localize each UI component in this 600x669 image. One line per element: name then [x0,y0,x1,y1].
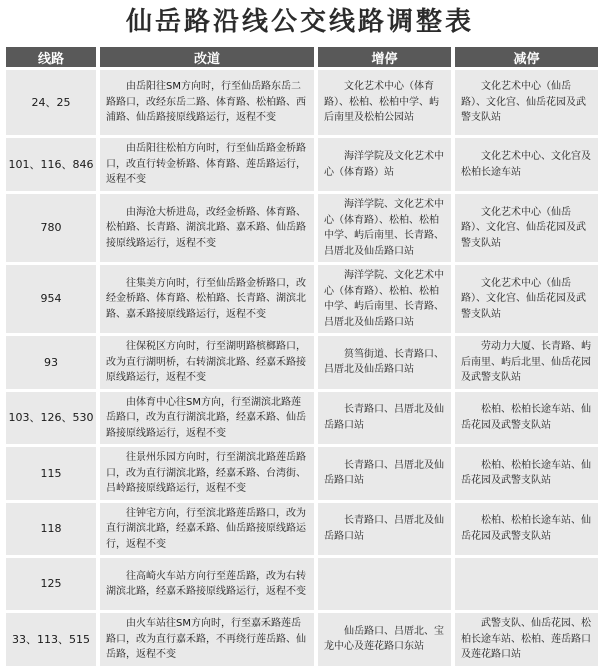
route-cell: 954 [6,265,96,333]
add-stops-cell: 长青路口、吕厝北及仙岳路口站 [318,503,451,556]
remove-stops-cell: 松柏、松柏长途车站、仙岳花园及武警支队站 [455,503,598,556]
add-stops-cell: 海洋学院、文化艺术中心（体育路）、松柏、松柏中学、屿后南里、长青路、吕厝北及仙岳路口站 [318,265,451,333]
remove-stops-cell: 劳动力大厦、长青路、屿后南里、屿后北里、仙岳花园及武警支队站 [455,336,598,389]
header-change: 改道 [100,47,314,67]
route-cell: 24、25 [6,70,96,135]
change-cell: 由体育中心往SM方向，行至湖滨北路莲岳路口，改为直行湖滨北路，经嘉禾路、仙岳路接原线路运行，返程不变 [100,392,314,445]
route-cell: 93 [6,336,96,389]
table-row [6,558,598,610]
route-cell: 125 [6,558,96,610]
change-cell: 由海沧大桥进岛，改经金桥路、体育路、松柏路、长青路、湖滨北路、嘉禾路、仙岳路接原线路运行，返程不变 [100,194,314,262]
page-title: 仙岳路沿线公交线路调整表 [125,7,474,37]
remove-stops-cell: 文化艺术中心、文化宫及松柏长途车站 [455,138,598,191]
remove-stops-cell [455,558,598,610]
add-stops-cell: 长青路口、吕厝北及仙岳路口站 [318,392,451,445]
route-cell: 118 [6,503,96,556]
remove-stops-cell: 文化艺术中心（仙岳路）、文化宫、仙岳花园及武警支队站 [455,70,598,135]
table-row [6,392,598,445]
table-row [6,503,598,556]
route-cell: 103、126、530 [6,392,96,445]
add-stops-cell: 海洋学院、文化艺术中心（体育路）、松柏、松柏中学、屿后南里、长青路、吕厝北及仙岳路口站 [318,194,451,262]
table-row [6,336,598,389]
add-stops-cell: 仙岳路口、吕厝北、宝龙中心及莲花路口东站 [318,613,451,666]
remove-stops-cell: 文化艺术中心（仙岳路）、文化宫、仙岳花园及武警支队站 [455,265,598,333]
header-route: 线路 [6,47,96,67]
route-cell: 115 [6,447,96,500]
remove-stops-cell: 松柏、松柏长途车站、仙岳花园及武警支队站 [455,392,598,445]
change-cell: 往景州乐园方向时，行至湖滨北路莲岳路口，改为直行湖滨北路，经嘉禾路、台湾街、吕岭路接原线路运行，返程不变 [100,447,314,500]
route-cell: 101、116、846 [6,138,96,191]
change-cell: 往集美方向时，行至仙岳路金桥路口，改经金桥路、体育路、松柏路、长青路、湖滨北路、嘉禾路接原线路运行，返程不变 [100,265,314,333]
remove-stops-cell: 松柏、松柏长途车站、仙岳花园及武警支队站 [455,447,598,500]
change-cell: 往钟宅方向，行至滨北路莲岳路口，改为直行湖滨北路，经嘉禾路、仙岳路接原线路运行，返程不变 [100,503,314,556]
add-stops-cell: 长青路口、吕厝北及仙岳路口站 [318,447,451,500]
change-cell: 由火车站往SM方向时，行至嘉禾路莲岳路口，改为直行嘉禾路，不再绕行莲岳路、仙岳路，返程不变 [100,613,314,666]
route-adjustment-table [2,44,600,669]
table-row [6,265,598,333]
remove-stops-cell: 武警支队、仙岳花园、松柏长途车站、松柏、莲岳路口及莲花路口站 [455,613,598,666]
remove-stops-cell: 文化艺术中心（仙岳路）、文化宫、仙岳花园及武警支队站 [455,194,598,262]
add-stops-cell [318,558,451,610]
add-stops-cell: 海洋学院及文化艺术中心（体育路）站 [318,138,451,191]
change-cell: 由岳阳往SM方向时，行至仙岳路东岳二路路口，改经东岳二路、体育路、松柏路、西浦路、仙岳路接原线路运行，返程不变 [100,70,314,135]
change-cell: 往保税区方向时，行至湖明路槟榔路口，改为直行湖明桥，右转湖滨北路、经嘉禾路接原线路运行，返程不变 [100,336,314,389]
table-header-row [6,47,598,67]
add-stops-cell: 筼筜街道、长青路口、吕厝北及仙岳路口站 [318,336,451,389]
header-add: 增停 [318,47,451,67]
add-stops-cell: 文化艺术中心（体育路）、松柏、松柏中学、屿后南里及松柏公园站 [318,70,451,135]
route-cell: 780 [6,194,96,262]
table-row [6,613,598,666]
change-cell: 往高崎火车站方向行至莲岳路，改为右转湖滨北路，经嘉禾路接原线路运行，返程不变 [100,558,314,610]
route-cell: 33、113、515 [6,613,96,666]
table-row [6,138,598,191]
table-row [6,194,598,262]
table-row [6,70,598,135]
change-cell: 由岳阳往松柏方向时，行至仙岳路金桥路口，改直行转金桥路、体育路、莲岳路运行，返程不变 [100,138,314,191]
header-remove: 减停 [455,47,598,67]
table-row [6,447,598,500]
